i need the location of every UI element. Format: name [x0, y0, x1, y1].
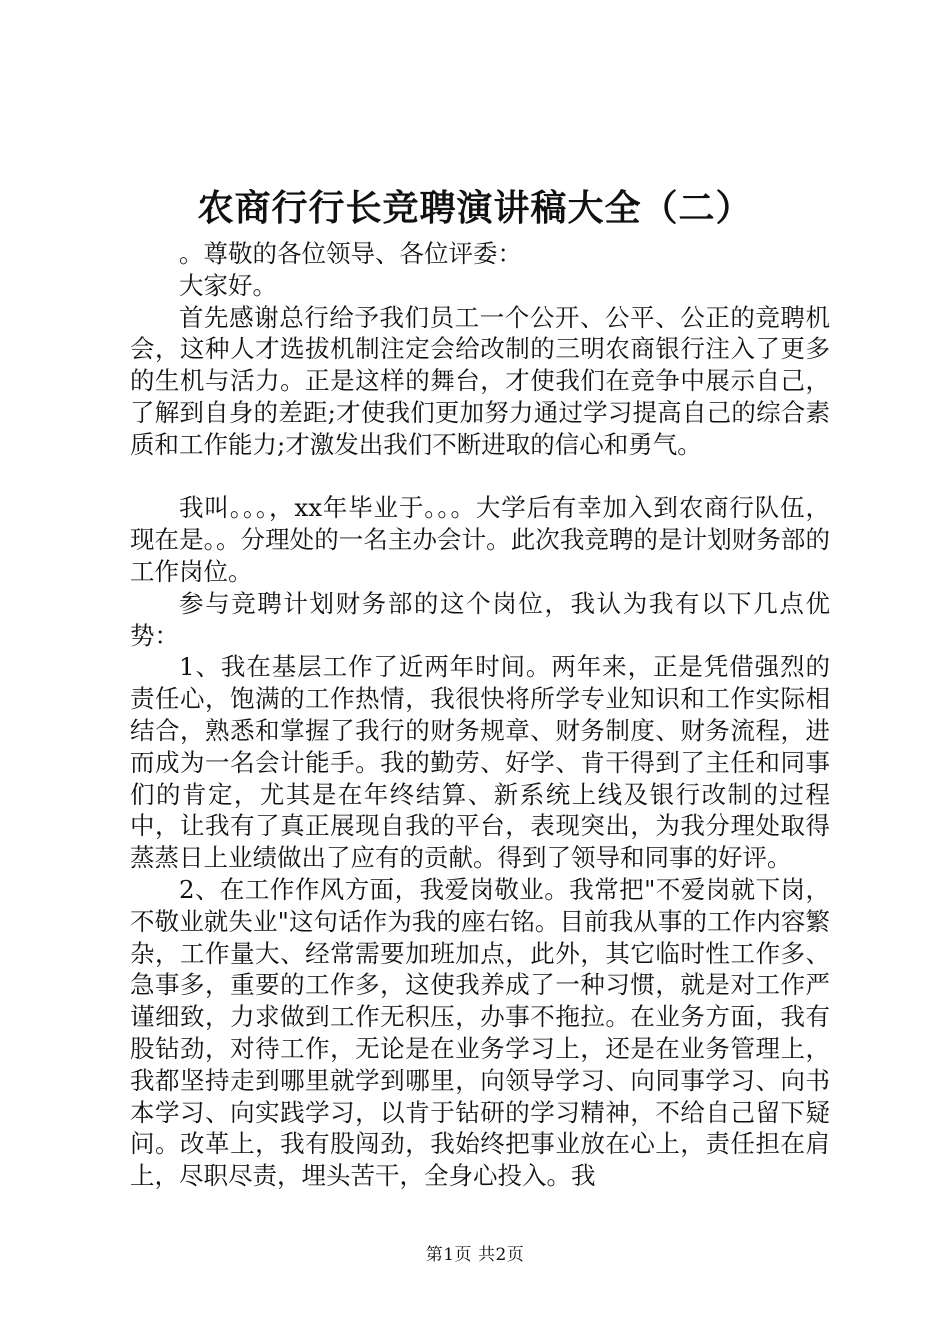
paragraph-thanks: 首先感谢总行给予我们员工一个公开、公平、公正的竞聘机会，这种人才选拔机制注定会给改制的三明农商银行注入了更多的生机与活力。正是这样的舞台，才使我们在竞争中展示自己，了解到自身的差距;才使我们更加努力通过学习提高自己的综合素质和工作能力;才激发出我们不断进取的信心和勇气。 [130, 302, 830, 459]
document-body [130, 238, 830, 1192]
paragraph-advantage-2: 2、在工作作风方面，我爱岗敬业。我常把"不爱岗就下岗，不敬业就失业"这句话作为我的座右铭。目前我从事的工作内容繁杂，工作量大、经常需要加班加点，此外，其它临时性工作多、急事多，重要的工作多，这使我养成了一种习惯，就是对工作严谨细致，力求做到工作无积压，办事不拖拉。在业务方面，我有股钻劲，对待工作，无论是在业务学习上，还是在业务管理上，我都坚持走到哪里就学到哪里，向领导学习、向同事学习、向书本学习、向实践学习，以肯于钻研的学习精神，不给自己留下疑问。改革上，我有股闯劲，我始终把事业放在心上，责任担在肩上，尽职尽责，埋头苦干，全身心投入。我 [130, 874, 830, 1191]
paragraph-greeting: 大家好。 [179, 270, 277, 300]
paragraph-advantages-intro: 参与竞聘计划财务部的这个岗位，我认为我有以下几点优势： [130, 588, 830, 650]
document-title: 农商行行长竞聘演讲稿大全（二） [197, 187, 753, 229]
paragraph-salutation: 。尊敬的各位领导、各位评委： [179, 239, 522, 268]
paragraph-self-intro: 我叫。。。，xx年毕业于。。。大学后有幸加入到农商行队伍，现在是。。分理处的一名主办会计。此次我竞聘的是计划财务部的工作岗位。 [130, 493, 830, 586]
page-footer: 第1页 共2页 [425, 1245, 525, 1265]
paragraph-advantage-1: 1、我在基层工作了近两年时间。两年来，正是凭借强烈的责任心，饱满的工作热情，我很快将所学专业知识和工作实际相结合，熟悉和掌握了我行的财务规章、财务制度、财务流程，进而成为一名会计能手。我的勤劳、好学、肯干得到了主任和同事们的肯定，尤其是在年终结算、新系统上线及银行改制的过程中，让我有了真正展现自我的平台，表现突出，为我分理处取得蒸蒸日上业绩做出了应有的贡献。得到了领导和同事的好评。 [130, 652, 830, 873]
